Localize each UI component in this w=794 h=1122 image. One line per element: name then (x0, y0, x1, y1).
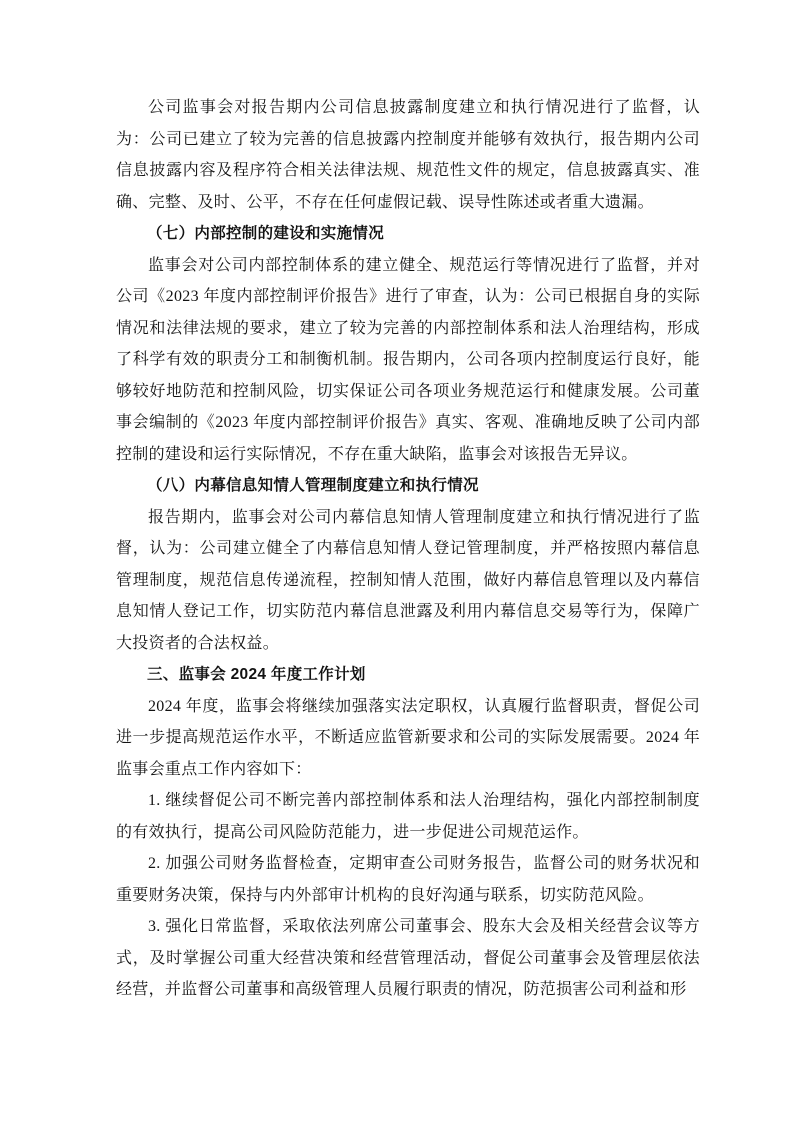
heading-section-8-insider-info-management: （八）内幕信息知情人管理制度建立和执行情况 (147, 477, 479, 494)
paragraph-internal-control-review: 监事会对公司内部控制体系的建立健全、规范运行等情况进行了监督，并对公司《2023 年度内部控制评价报告》进行了审查，认为：公司已根据自身的实际情况和法律法规的要求，建立了较为完善的内部控制体系和法人治理结构，形成了科学有效的职责分工和制衡机制。报告期内，公司各项内控制度运行良好，能够较好地防范和控制风险，切实保证公司各项业务规范运行和健康发展。公司董事会编制的《2023 年度内部控制评价报告》真实、客观、准确地反映了公司内部控制的建设和运行实际情况，不存在重大缺陷，监事会对该报告无异议。 (116, 256, 700, 463)
heading-section-7-internal-control: （七）内部控制的建设和实施情况 (147, 225, 385, 242)
paragraph-insider-info-supervision: 报告期内，监事会对公司内幕信息知情人管理制度建立和执行情况进行了监督，认为：公司建立健全了内幕信息知情人登记管理制度，并严格按照内幕信息管理制度，规范信息传递流程，控制知情人范围，做好内幕信息管理以及内幕信息知情人登记工作，切实防范内幕信息泄露及利用内幕信息交易等行为，保障广大投资者的合法权益。 (116, 508, 700, 652)
heading-section-3-2024-work-plan: 三、监事会 2024 年度工作计划 (147, 666, 366, 683)
paragraph-info-disclosure-supervision: 公司监事会对报告期内公司信息披露制度建立和执行情况进行了监督，认为：公司已建立了较为完善的信息披露内控制度并能够有效执行，报告期内公司信息披露内容及程序符合相关法律法规、规范性文件的规定，信息披露真实、准确、完整、及时、公平，不存在任何虚假记载、误导性陈述或者重大遗漏。 (116, 99, 700, 211)
paragraph-plan-item-1: 1. 继续督促公司不断完善内部控制体系和法人治理结构，强化内部控制制度的有效执行，提高公司风险防范能力，进一步促进公司规范运作。 (116, 792, 700, 841)
paragraph-plan-item-3: 3. 强化日常监督，采取依法列席公司董事会、股东大会及相关经营会议等方式，及时掌握公司重大经营决策和经营管理活动，督促公司董事会及管理层依法经营，并监督公司董事和高级管理人员履行职责的情况，防范损害公司利益和形 (116, 918, 700, 998)
paragraph-2024-plan-intro: 2024 年度，监事会将继续加强落实法定职权，认真履行监督职责，督促公司进一步提高规范运作水平，不断适应监管新要求和公司的实际发展需要。2024 年监事会重点工作内容如下： (116, 697, 700, 778)
document-body (116, 92, 700, 1006)
paragraph-plan-item-2: 2. 加强公司财务监督检查，定期审查公司财务报告，监督公司的财务状况和重要财务决策，保持与内外部审计机构的良好沟通与联系，切实防范风险。 (116, 855, 700, 904)
